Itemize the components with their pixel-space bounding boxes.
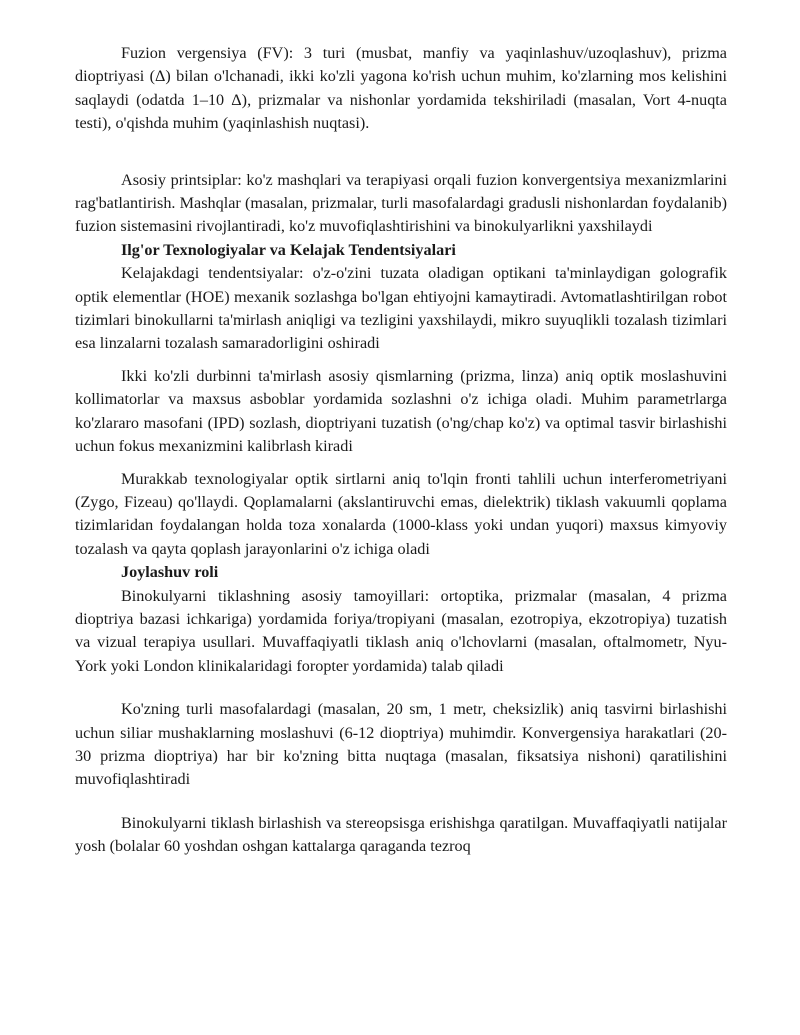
document-page — [75, 42, 727, 859]
paragraph-accommodation: Ko'zning turli masofalardagi (masalan, 20 sm, 1 metr, cheksizlik) aniq tasvirni birlashishi uchun siliar mushaklarning moslashuvi (6-12 dioptriya) muhimdir. Konvergensiya harakatlari (20-30 prizma dioptriya) har bir ko'zning bitta nuqtaga (masalan, fiksatsiya nishoni) qaratilishini muvofiqlashtiradi — [75, 700, 727, 789]
paragraph-binocular-restoration-principles: Binokulyarni tiklashning asosiy tamoyillari: ortoptika, prizmalar (masalan, 4 prizma dioptriya bazasi ichkariga) yordamida foriya/tropiyani (masalan, ezotropiya, ekzotropiya) tuzatish va vizual terapiya usullari. Muvaffaqiyatli tiklash aniq o'lchovlarni (masalan, oftalmometr, Nyu-York yoki London klinikalaridagi foropter yordamida) talab qiladi — [75, 586, 727, 675]
paragraph-binocular-restoration-goal: Binokulyarni tiklash birlashish va stereopsisga erishishga qaratilgan. Muvaffaqiyatli natijalar yosh (bolalar 60 yoshdan oshgan kattalarga qaraganda tezroq — [75, 813, 727, 856]
paragraph-fusional-vergence: Fuzion vergensiya (FV): 3 turi (musbat, manfiy va yaqinlashuv/uzoqlashuv), prizma dioptriyasi (Δ) bilan o'lchanadi, ikki ko'zli yagona ko'rish uchun muhim, ko'zlarning mos kelishini saqlaydi (odatda 1–10 Δ), prizmalar va nishonlar yordamida tekshiriladi (masalan, Vort 4-nuqta testi), o'qishda muhim (yaqinlashish nuqtasi). — [75, 44, 727, 133]
heading-positioning-role: Joylashuv roli — [121, 563, 219, 582]
paragraph-binocular-repair: Ikki ko'zli durbinni ta'mirlash asosiy qismlarning (prizma, linza) aniq optik moslashuvini kollimatorlar va maxsus asboblar yordamida sozlashni o'z ichiga oladi. Muhim parametrlarga ko'zlararo masofani (IPD) sozlash, dioptriyani tuzatish (o'ng/chap ko'z) va optimal tasvir birlashishi uchun fokus mexanizmini kalibrlash kiradi — [75, 366, 727, 456]
paragraph-future-trends: Kelajakdagi tendentsiyalar: o'z-o'zini tuzata oladigan optikani ta'minlaydigan golografik optik elementlar (HOE) mexanik sozlashga bo'lgan ehtiyojni kamaytiradi. Avtomatlashtirilgan robot tizimlari binokullarni ta'mirlash aniqligi va tezligini yaxshilaydi, mikro suyuqlikli tozalash tizimlari esa linzalarni tozalash samaradorligini oshiradi — [75, 264, 727, 353]
paragraph-basic-principles: Asosiy printsiplar: ko'z mashqlari va terapiyasi orqali fuzion konvergentsiya mexanizmlarini rag'batlantirish. Mashqlar (masalan, prizmalar, turli masofalardagi gradusli nishonlardan foydalanib) fuzion sistemasini rivojlantiradi, ko'z muvofiqlashtirishini va binokulyarlikni yaxshilaydi — [75, 170, 727, 236]
heading-advanced-technologies: Ilg'or Texnologiyalar va Kelajak Tendentsiyalari — [121, 240, 456, 259]
paragraph-complex-technologies: Murakkab texnologiyalar optik sirtlarni aniq to'lqin fronti tahlili uchun interferometriyani (Zygo, Fizeau) qo'llaydi. Qoplamalarni (akslantiruvchi emas, dielektrik) tiklash vakuumli qoplama tizimlaridan foydalangan holda toza xonalarda (1000-klass yoki undan yuqori) maxsus kimyoviy tozalash va qayta qoplash jarayonlarini o'z ichiga oladi — [75, 469, 727, 558]
